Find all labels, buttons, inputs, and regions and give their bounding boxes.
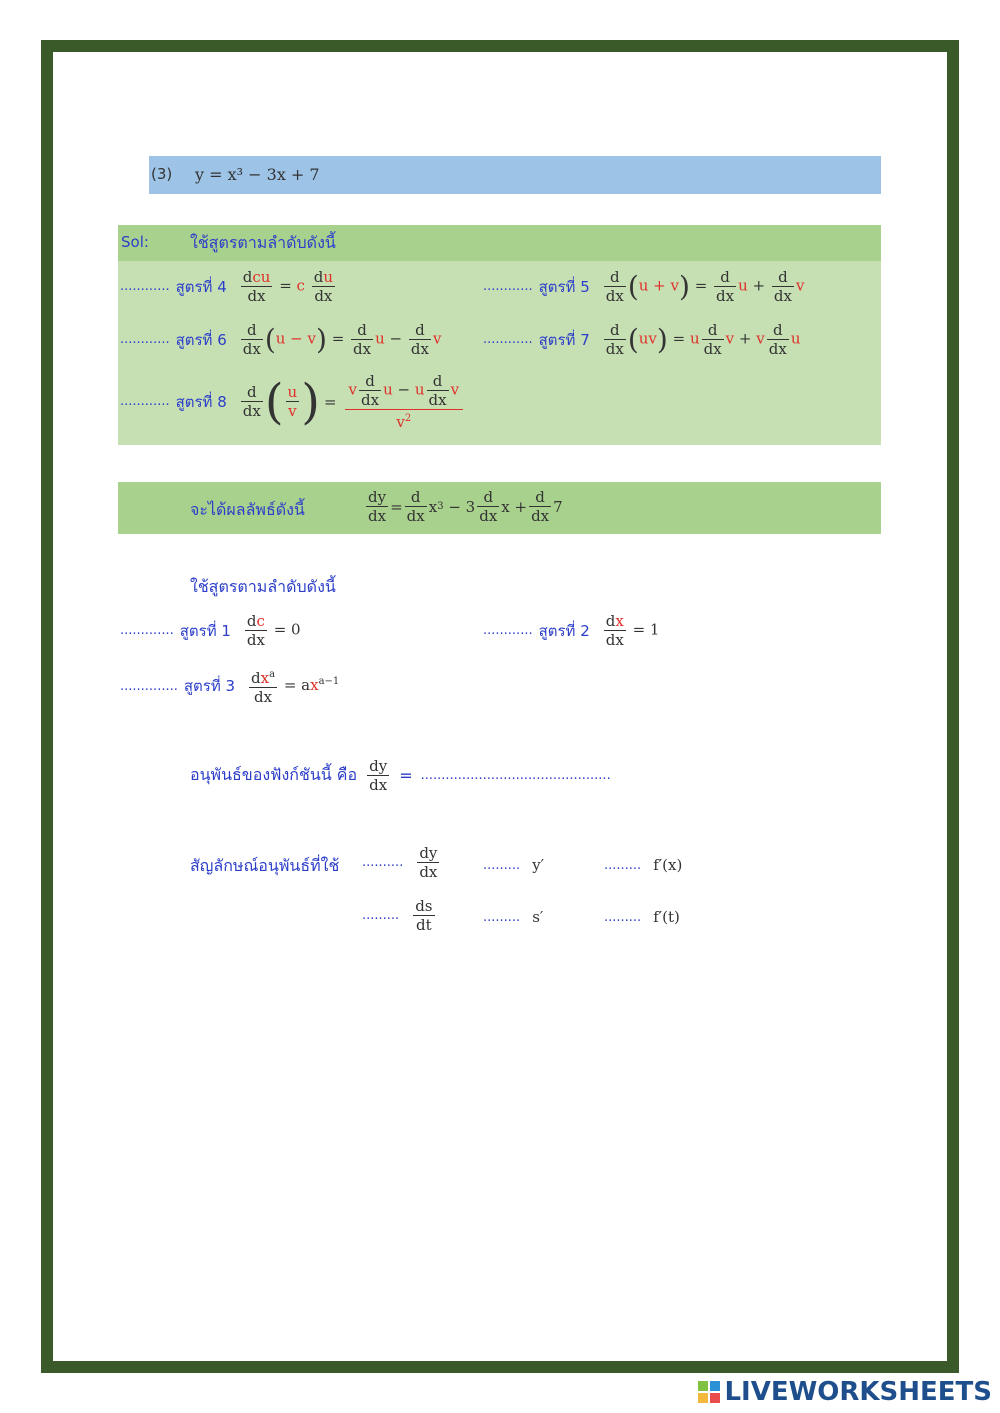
problem-number: (3) — [151, 165, 173, 183]
rule-3 — [120, 666, 339, 706]
notation-ft-blank[interactable]: ......... — [604, 909, 642, 925]
rule-7-formula: $\frac{d}{dx}$ (uv) = u $\frac{d}{dx}$ v + v $\frac{d}{dx}$ u — [605, 321, 801, 358]
notation-dsdt: ......... $\frac{ds}{dt}$ — [362, 897, 433, 934]
rule-1-blank[interactable]: ............. — [120, 623, 174, 638]
rule-4-label: สูตรที่ 4 — [175, 277, 227, 296]
rule-1 — [120, 612, 301, 649]
rule-2-label: สูตรที่ 2 — [538, 621, 590, 640]
rule-1-formula: $\frac{dc}{dx}$ = 0 — [246, 612, 301, 649]
derivative-answer-blank[interactable]: .............................................. — [420, 768, 611, 783]
notation-dydx-blank[interactable]: .......... — [362, 855, 404, 870]
rule-7 — [483, 321, 800, 358]
derivative-label: อนุพันธ์ของฟังก์ชันนี้ คือ — [190, 765, 358, 784]
rule-7-label: สูตรที่ 7 — [538, 330, 590, 349]
rule-6-formula: $\frac{d}{dx}$ (u − v) = $\frac{d}{dx}$ u − $\frac{d}{dx}$ v — [242, 321, 442, 358]
rule-2-blank[interactable]: ............ — [483, 623, 533, 638]
notation-dsdt-blank[interactable]: ......... — [362, 908, 400, 923]
problem-bar — [149, 156, 881, 194]
result-equation: $\frac{dy}{dx}$ = $\frac{d}{dx}$ x 3 − 3 $\frac{d}{dx}$ x + $\frac{d}{dx}$ 7 — [368, 488, 563, 525]
liveworksheets-logo — [698, 1377, 992, 1407]
rule-5 — [483, 268, 804, 305]
logo-text: LIVEWORKSHEETS — [724, 1377, 992, 1407]
rule-3-blank[interactable]: .............. — [120, 678, 178, 694]
derivative-row — [190, 757, 611, 794]
second-heading: ใช้สูตรตามลำดับดังนี้ — [190, 577, 336, 596]
rule-1-label: สูตรที่ 1 — [179, 621, 231, 640]
notation-yprime: ......... y′ — [483, 856, 545, 874]
notation-fx-blank[interactable]: ......... — [604, 857, 642, 873]
rule-4-formula: $\frac{\text{dcu}}{dx}$ = c $\frac{du}{dx}$ — [242, 268, 333, 305]
problem-equation: y = x³ − 3x + 7 — [195, 165, 320, 184]
rule-2-formula: $\frac{dx}{dx}$ = 1 — [605, 612, 660, 649]
rule-6 — [120, 321, 441, 358]
rule-8-blank[interactable]: ............ — [120, 394, 170, 409]
rule-8-formula: $\frac{d}{dx}$ ( $\frac{u}{v}$ ) = v $\frac{d}{dx}$ u − u $\frac{d}{dx}$ v $v^2$ — [239, 372, 465, 431]
rule-5-label: สูตรที่ 5 — [538, 277, 590, 296]
notation-yprime-blank[interactable]: ......... — [483, 857, 521, 873]
notation-label: สัญลักษณ์อนุพันธ์ที่ใช้ — [190, 856, 340, 875]
notation-dydx: .......... $\frac{dy}{dx}$ — [362, 844, 438, 881]
rule-5-formula: $\frac{d}{dx}$ (u + v) = $\frac{d}{dx}$ u + $\frac{d}{dx}$ v — [605, 268, 805, 305]
derivative-equals: = — [399, 766, 413, 785]
rule-4-blank[interactable]: ............ — [120, 279, 170, 294]
derivative-dydx: $\frac{dy}{dx}$ — [369, 757, 388, 794]
rule-3-formula: $\frac{dx^a}{dx}$ = $ax^{a-1}$ — [247, 666, 339, 706]
rule-8 — [120, 372, 465, 431]
rule-2 — [483, 612, 659, 649]
rule-5-blank[interactable]: ............ — [483, 279, 533, 294]
sol-heading: ใช้สูตรตามลำดับดังนี้ — [190, 233, 336, 252]
rule-6-label: สูตรที่ 6 — [175, 330, 227, 349]
sol-label: Sol: — [121, 233, 149, 251]
notation-sprime: ......... s′ — [483, 908, 544, 926]
rule-6-blank[interactable]: ............ — [120, 332, 170, 347]
result-label: จะได้ผลลัพธ์ดังนี้ — [190, 500, 305, 519]
notation-sprime-blank[interactable]: ......... — [483, 909, 521, 925]
logo-icon — [698, 1381, 720, 1403]
rule-7-blank[interactable]: ............ — [483, 332, 533, 347]
notation-ft: ......... f′(t) — [604, 908, 680, 926]
rule-3-label: สูตรที่ 3 — [183, 677, 236, 695]
rule-4 — [120, 268, 337, 305]
rule-8-label: สูตรที่ 8 — [175, 392, 227, 411]
notation-fx: ......... f′(x) — [604, 856, 683, 874]
